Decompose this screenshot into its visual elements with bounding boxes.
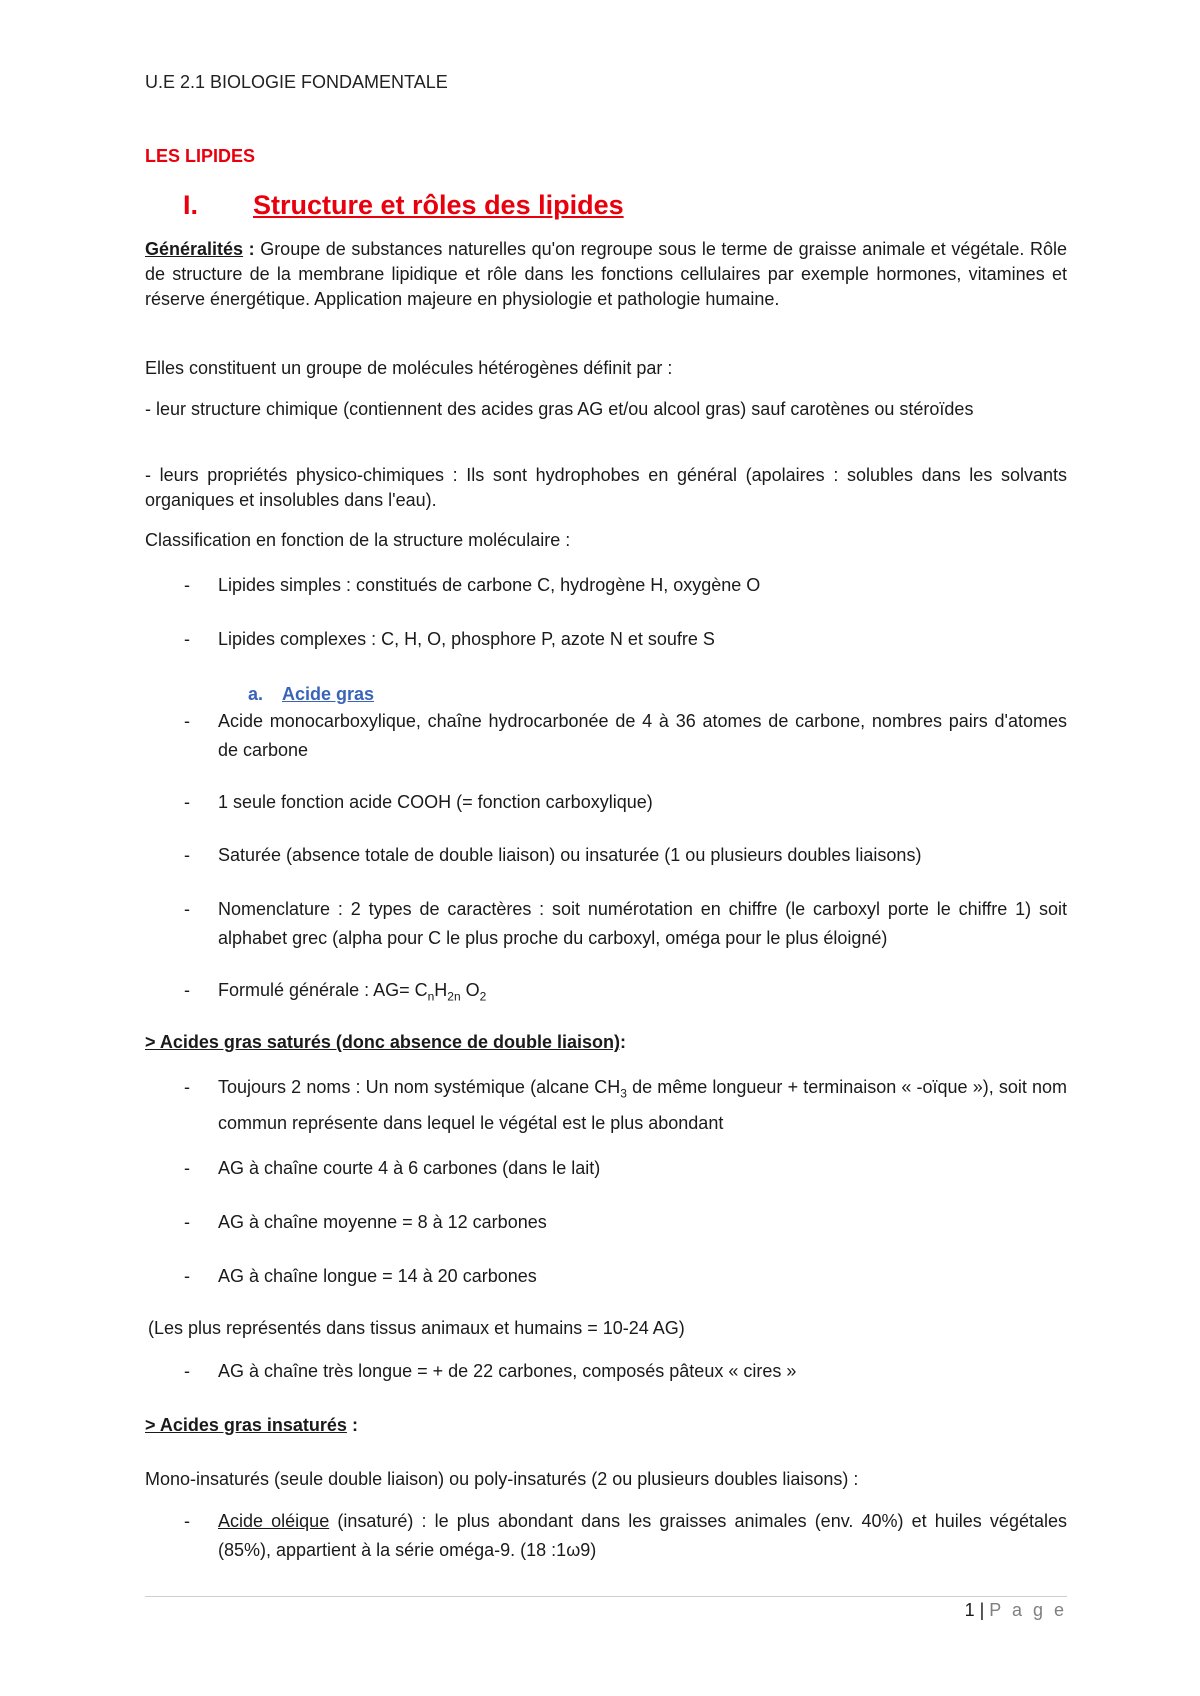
list-item-text: AG à chaîne courte 4 à 6 carbones (dans le lait) bbox=[218, 1158, 601, 1178]
page-footer bbox=[965, 1600, 1067, 1621]
list-item-text: AG à chaîne très longue = + de 22 carbones, composés pâteux « cires » bbox=[218, 1361, 797, 1381]
list-item bbox=[184, 841, 1067, 870]
oleique-name: Acide oléique bbox=[218, 1511, 330, 1531]
list-dash: - bbox=[184, 1361, 190, 1381]
list-item bbox=[184, 1208, 1067, 1237]
heading-title: Structure et rôles des lipides bbox=[253, 190, 624, 220]
list-item-formule bbox=[184, 976, 1067, 1012]
generalites-colon: : bbox=[243, 239, 261, 259]
subheading-letter: a. bbox=[248, 684, 264, 704]
heading-acides-gras-satures bbox=[145, 1030, 1067, 1055]
list-item bbox=[184, 1154, 1067, 1183]
list-item-text: Lipides simples : constitués de carbone C, hydrogène H, oxygène O bbox=[218, 575, 761, 595]
list-item-text: Acide oléique (insaturé) : le plus abondant dans les graisses animales (env. 40%) et huiles végétales (85%), appartient à la série oméga-9. (18 :1ω9) bbox=[218, 1511, 1067, 1560]
heading-acides-gras-insatures bbox=[145, 1413, 1067, 1438]
list-item-text: Lipides complexes : C, H, O, phosphore P, azote N et soufre S bbox=[218, 629, 715, 649]
list-item bbox=[184, 1073, 1067, 1138]
page-header: U.E 2.1 BIOLOGIE FONDAMENTALE bbox=[145, 72, 448, 92]
list-dash: - bbox=[184, 629, 190, 649]
footer-separator: | bbox=[974, 1600, 990, 1620]
generalites-paragraph bbox=[145, 237, 1067, 312]
list-dash: - bbox=[184, 845, 190, 865]
list-item-text: Nomenclature : 2 types de caractères : soit numérotation en chiffre (le carboxyl porte le chiffre 1) soit alphabet grec (alpha pour C le plus proche du carboxyl, oméga pour le plus éloigné) bbox=[218, 899, 1067, 948]
insatures-heading-colon: : bbox=[346, 1415, 358, 1435]
list-item bbox=[184, 571, 1067, 600]
list-item-text: AG à chaîne longue = 14 à 20 carbones bbox=[218, 1266, 537, 1286]
list-item-text: Acide monocarboxylique, chaîne hydrocarbonée de 4 à 36 atomes de carbone, nombres pairs d'atomes de carbone bbox=[218, 711, 1067, 760]
list-item-text: 1 seule fonction acide COOH (= fonction carboxylique) bbox=[218, 792, 653, 812]
list-dash: - bbox=[184, 1077, 190, 1097]
list-item-text: AG à chaîne moyenne = 8 à 12 carbones bbox=[218, 1212, 547, 1232]
satures-heading-colon: : bbox=[619, 1032, 626, 1052]
list-dash: - bbox=[184, 1266, 190, 1286]
list-dash: - bbox=[184, 1158, 190, 1178]
page-number: 1 bbox=[964, 1600, 975, 1620]
list-dash: - bbox=[184, 899, 190, 919]
list-dash: - bbox=[184, 711, 190, 731]
list-item-text: Toujours 2 noms : Un nom systémique (alcane $CH_3$ de même longueur + terminaison « -oïque »), soit nom commun représente dans lequel le végétal est le plus abondant bbox=[218, 1077, 1068, 1133]
heading-number: I. bbox=[183, 190, 199, 220]
list-item bbox=[184, 707, 1067, 765]
list-dash: - bbox=[184, 980, 190, 1000]
formule-text: Formulé générale : $AG= C_nH_{2n}$ $O_2$ bbox=[218, 980, 487, 1004]
satures-heading-text: > Acides gras saturés (donc absence de double liaison) bbox=[145, 1032, 620, 1052]
list-dash: - bbox=[184, 1212, 190, 1232]
generalites-text: Groupe de substances naturelles qu'on regroupe sous le terme de graisse animale et végétale. Rôle de structure de la membrane lipidique et rôle dans les fonctions cellulaires par exemple hormones, vitamines et réserve énergétique. Application majeure en physiologie et pathologie humaine. bbox=[145, 239, 1067, 309]
list-item bbox=[184, 1262, 1067, 1291]
list-dash: - bbox=[184, 575, 190, 595]
list-dash: - bbox=[184, 1511, 190, 1531]
paragraph-mono-insatures: Mono-insaturés (seule double liaison) ou poly-insaturés (2 ou plusieurs doubles liaisons) : bbox=[145, 1469, 859, 1489]
paragraph-representes: (Les plus représentés dans tissus animaux et humains = 10-24 AG) bbox=[148, 1318, 685, 1338]
list-item bbox=[184, 1357, 1067, 1386]
footer-divider bbox=[145, 1596, 1067, 1597]
subheading-acide-gras bbox=[248, 684, 374, 705]
list-dash: - bbox=[184, 792, 190, 812]
heading-1 bbox=[183, 190, 624, 221]
list-item bbox=[184, 625, 1067, 654]
section-label: LES LIPIDES bbox=[145, 146, 256, 166]
list-item bbox=[184, 895, 1067, 953]
list-item bbox=[184, 1507, 1067, 1565]
paragraph-classification: Classification en fonction de la structure moléculaire : bbox=[145, 530, 571, 550]
generalites-label: Généralités bbox=[145, 239, 244, 259]
page-label: P a g e bbox=[989, 1600, 1067, 1620]
paragraph-structure: - leur structure chimique (contiennent des acides gras AG et/ou alcool gras) sauf carotènes ou stéroïdes bbox=[145, 399, 974, 419]
paragraph-proprietes: - leurs propriétés physico-chimiques : Ils sont hydrophobes en général (apolaires : solubles dans les solvants organiques et insolubles dans l'eau). bbox=[145, 465, 1067, 510]
paragraph-constituent: Elles constituent un groupe de molécules hétérogènes définit par : bbox=[145, 358, 673, 378]
insatures-heading-text: > Acides gras insaturés bbox=[145, 1415, 347, 1435]
list-item bbox=[184, 788, 1067, 817]
subheading-title: Acide gras bbox=[282, 684, 375, 704]
list-item-text: Saturée (absence totale de double liaison) ou insaturée (1 ou plusieurs doubles liaisons) bbox=[218, 845, 922, 865]
